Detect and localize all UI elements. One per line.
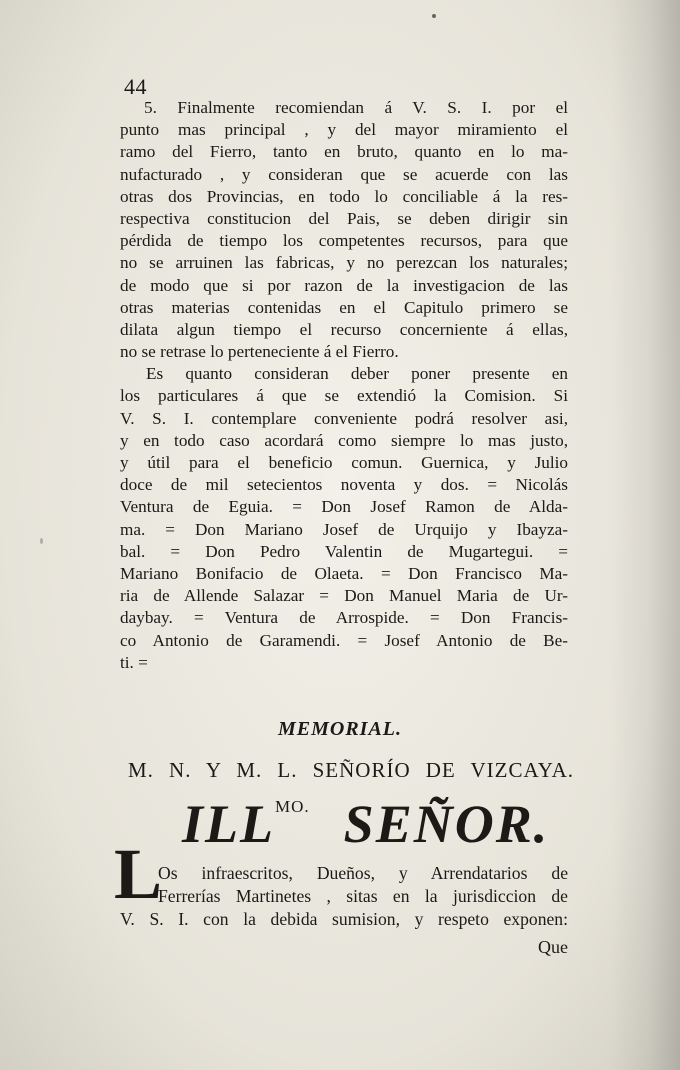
text-line: de modo que si por razon de la investigacion de las [120,275,568,295]
text-line: nufacturado , y consideran que se acuerde con las [120,164,568,184]
headline-superscript: MO. [275,797,310,816]
text-line: y útil para el beneficio comun. Guernica, y Julio [120,453,568,472]
text-line: Os infraescritos, Dueños, y Arrendatarios de [158,863,568,883]
address-headline [182,793,549,855]
headline-senor: SEÑOR. [343,794,550,854]
text-line: otras dos Provincias, en todo lo conciliable á la res- [120,186,568,206]
text-line: Mariano Bonifacio de Olaeta. = Don Francisco Ma- [120,563,568,583]
text-line: no se retrase lo perteneciente á el Fierro. [120,342,399,362]
memorial-body-indented [158,862,568,908]
text-line: punto mas principal , y del mayor miramiento el [120,120,568,140]
text-line: Ferrerías Martinetes , sitas en la jurisdiccion de [158,886,568,906]
memorial-heading: MEMORIAL. [277,718,403,740]
text-line: Ventura de Eguia. = Don Josef Ramon de Alda- [120,497,568,517]
text-line: dilata algun tiempo el recurso concerniente á ellas, [120,319,568,339]
text-line: y en todo caso acordará como siempre lo mas justo, [120,430,568,450]
catchword: Que [538,937,568,957]
text-line: ti. = [120,652,148,672]
text-line: ramo del Fierro, tanto en bruto, quanto en lo ma- [120,142,568,162]
headline-ill: ILL [182,794,275,854]
text-line: 5. Finalmente recomiendan á V. S. I. por el [144,98,568,117]
text-line: co Antonio de Garamendi. = Josef Antonio de Be- [120,630,568,650]
text-line: V. S. I. contemplare conveniente podrá resolver asi, [120,408,568,428]
text-line: daybay. = Ventura de Arrospide. = Don Francis- [120,608,568,628]
text-line: V. S. I. con la debida sumision, y respeto exponen: [120,909,568,929]
memorial-body [120,908,568,931]
ink-speck [432,14,436,18]
ink-speck [40,538,43,544]
text-line: Es quanto consideran deber poner presente en [146,364,568,384]
text-line: ria de Allende Salazar = Don Manuel Maria de Ur- [120,586,568,606]
text-line: pérdida de tiempo los competentes recursos, para que [120,231,568,251]
page-edge-shadow [610,0,680,1070]
text-line: bal. = Don Pedro Valentin de Mugartegui. = [120,541,568,561]
text-line: respectiva constitucion del Pais, se deben dirigir sin [120,208,568,228]
senorio-heading: M. N. Y M. L. SEÑORÍO DE VIZCAYA. [128,758,574,782]
drop-cap: L [114,834,163,914]
text-line: doce de mil setecientos noventa y dos. = Nicolás [120,475,568,495]
main-text [120,97,568,674]
text-line: los particulares á que se extendió la Comision. Si [120,386,568,406]
text-line: otras materias contenidas en el Capitulo primero se [120,297,568,317]
text-line: ma. = Don Mariano Josef de Urquijo y Ibayza- [120,519,568,539]
page-number: 44 [124,74,147,99]
text-line: no se arruinen las fabricas, y no perezcan los naturales; [120,253,568,273]
